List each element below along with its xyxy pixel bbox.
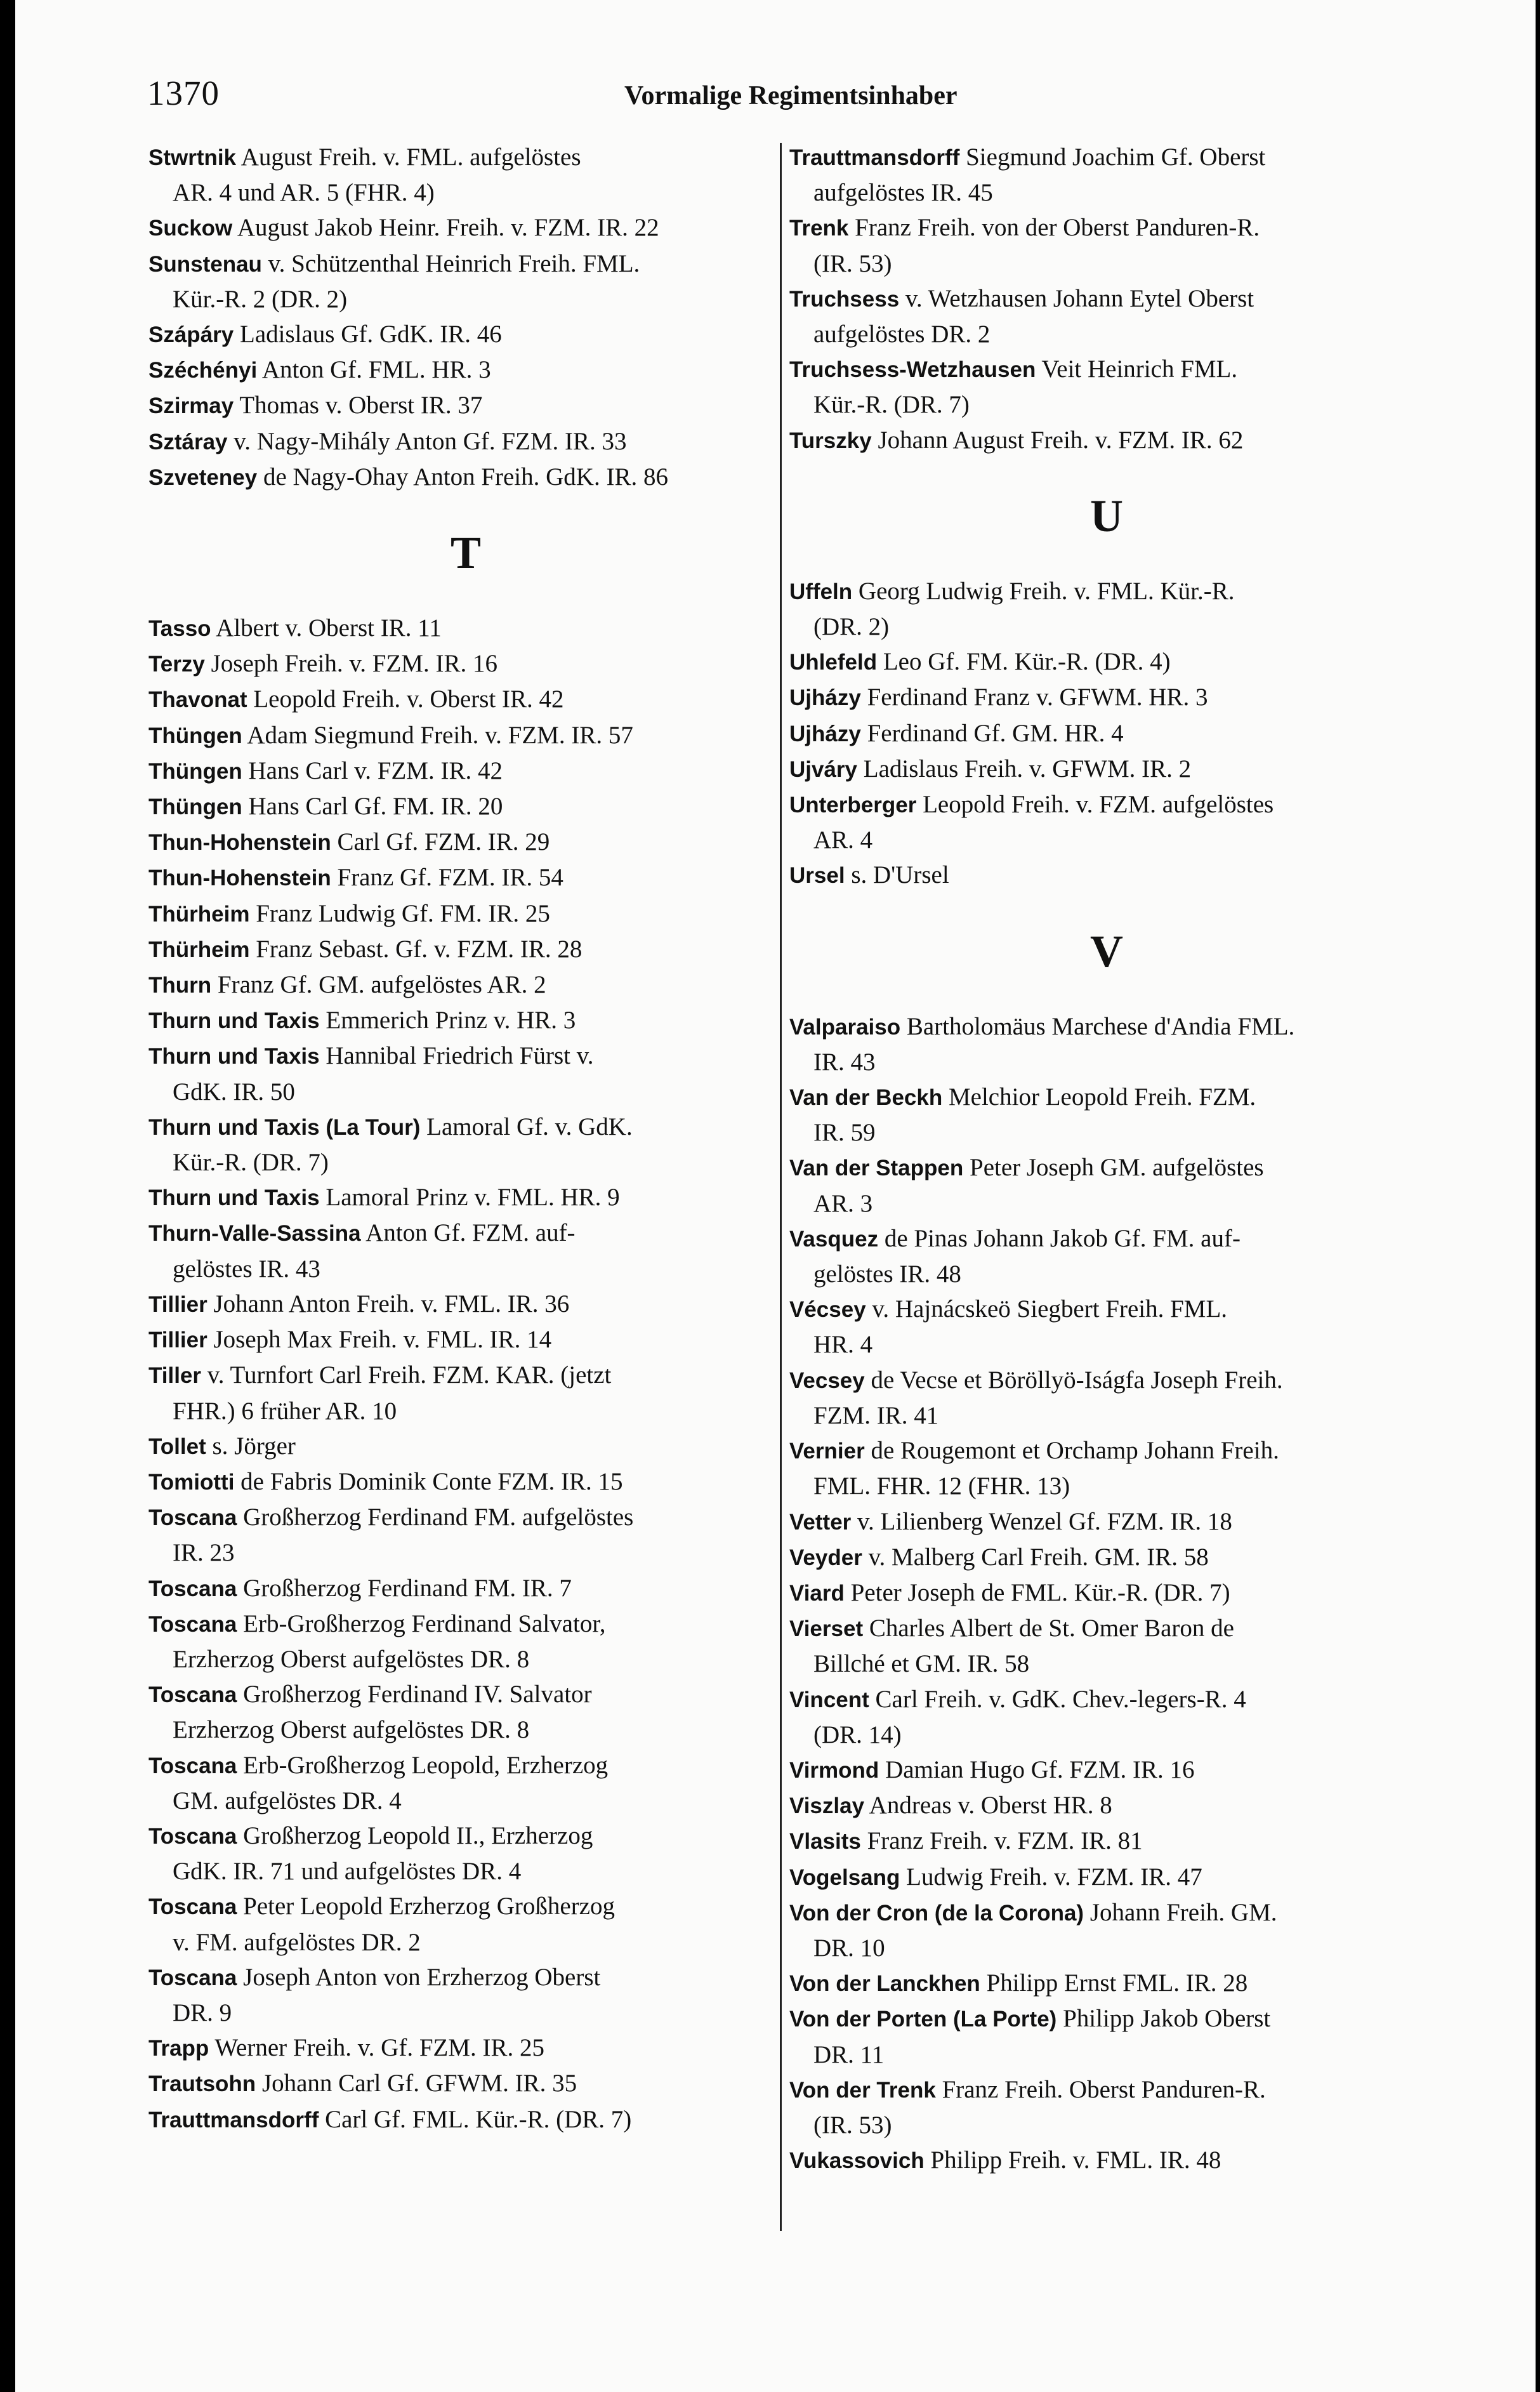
register-entry [148, 718, 783, 753]
entry-name: Vetter [789, 1509, 852, 1535]
entry-name: Tillier [148, 1292, 207, 1317]
entry-text: Franz Freih. Oberst Panduren-R. [942, 2075, 1266, 2103]
entry-text: Hannibal Friedrich Fürst v. [326, 1042, 594, 1070]
entry-continuation: gelöstes IR. 43 [173, 1255, 320, 1283]
register-entry [789, 680, 1424, 715]
entry-text: Franz Gf. GM. aufgelöstes AR. 2 [217, 971, 546, 999]
entry-text: Albert v. Oberst IR. 11 [216, 614, 442, 642]
entry-text: Anton Gf. FZM. auf- [365, 1219, 576, 1247]
register-entry [148, 210, 783, 246]
entry-name: Truchsess [789, 286, 900, 312]
register-entry [789, 140, 1424, 210]
register-entry [148, 140, 783, 210]
entry-continuation: aufgelöstes IR. 45 [813, 179, 993, 207]
entry-text: Großherzog Ferdinand FM. aufgelöstes [243, 1503, 634, 1531]
entry-name: Thurn-Valle-Sassina [148, 1221, 361, 1246]
entry-name: Trauttmansdorff [148, 2107, 319, 2132]
page-number: 1370 [147, 74, 220, 112]
register-entry [148, 1464, 783, 1500]
entry-name: Thurn und Taxis [148, 1186, 320, 1211]
register-entry [789, 1433, 1424, 1503]
register-entry [789, 1895, 1424, 1966]
register-entry [789, 1540, 1424, 1575]
entry-text: Hans Carl v. FZM. IR. 42 [248, 757, 503, 784]
entry-continuation: Kür.-R. (DR. 7) [813, 391, 970, 419]
entry-text: v. Malberg Carl Freih. GM. IR. 58 [868, 1543, 1209, 1571]
entry-text: Philipp Ernst FML. IR. 28 [986, 1969, 1248, 1997]
entry-name: Thun-Hohenstein [148, 866, 331, 891]
entry-continuation: HR. 4 [813, 1331, 873, 1359]
entry-text: Franz Sebast. Gf. v. FZM. IR. 28 [256, 935, 582, 963]
entry-name: Vécsey [789, 1297, 866, 1323]
register-entry [789, 2072, 1424, 2143]
register-entry [148, 1322, 783, 1358]
register-entry [148, 611, 783, 646]
entry-name: Stwrtnik [148, 145, 237, 170]
entry-text: Ludwig Freih. v. FZM. IR. 47 [906, 1863, 1202, 1891]
register-entry [789, 1292, 1424, 1362]
register-entry [789, 1150, 1424, 1220]
register-entry [148, 1748, 783, 1818]
section-letter-v: V [1090, 925, 1123, 977]
entry-text: Leo Gf. FM. Kür.-R. (DR. 4) [883, 648, 1171, 676]
register-entry [789, 1752, 1424, 1788]
entry-continuation: (DR. 2) [813, 613, 890, 641]
register-entry [148, 1109, 783, 1180]
entry-text: Melchior Leopold Freih. FZM. [948, 1083, 1256, 1111]
register-entry [789, 1009, 1424, 1080]
entry-name: Thürheim [148, 937, 250, 962]
entry-text: de Pinas Johann Jakob Gf. FM. auf- [884, 1224, 1241, 1252]
register-entry [148, 1818, 783, 1889]
entry-name: Széchényi [148, 358, 258, 383]
entry-name: Toscana [148, 1611, 237, 1637]
register-entry [148, 967, 783, 1003]
entry-name: Tomiotti [148, 1469, 235, 1495]
entries-u [789, 574, 1424, 894]
entry-name: Vernier [789, 1439, 865, 1464]
entry-text: Werner Freih. v. Gf. FZM. IR. 25 [214, 2034, 545, 2062]
entry-continuation: FZM. IR. 41 [813, 1401, 939, 1429]
entry-text: Joseph Freih. v. FZM. IR. 16 [211, 650, 497, 678]
entry-name: Trapp [148, 2036, 209, 2061]
register-entry [789, 1575, 1424, 1611]
entry-text: v. Nagy-Mihály Anton Gf. FZM. IR. 33 [234, 427, 627, 455]
register-entry [148, 1677, 783, 1747]
section-gap [789, 458, 1424, 493]
register-entry [148, 682, 783, 717]
entry-continuation: IR. 43 [813, 1048, 876, 1076]
entry-continuation: DR. 10 [813, 1934, 885, 1962]
register-entry [148, 2066, 783, 2101]
entry-name: Thavonat [148, 687, 247, 713]
entry-name: Veyder [789, 1545, 862, 1570]
register-entry [148, 753, 783, 789]
register-entry [789, 2143, 1424, 2178]
entry-text: Carl Gf. FML. Kür.-R. (DR. 7) [325, 2105, 632, 2133]
entry-name: Thurn [148, 973, 212, 998]
entry-name: Von der Porten (La Porte) [789, 2007, 1057, 2032]
entry-name: Tollet [148, 1434, 206, 1459]
entry-name: Uffeln [789, 579, 853, 604]
register-entry [148, 317, 783, 352]
entry-text: Leopold Freih. v. Oberst IR. 42 [253, 685, 564, 713]
entry-text: Johann August Freih. v. FZM. IR. 62 [878, 426, 1244, 454]
section-gap [789, 974, 1424, 1009]
entry-text: Johann Carl Gf. GFWM. IR. 35 [261, 2070, 577, 2098]
register-entry [148, 1180, 783, 1215]
entry-name: Viard [789, 1580, 845, 1606]
section-gap [148, 495, 783, 530]
register-entry [789, 1221, 1424, 1292]
entry-text: Andreas v. Oberst HR. 8 [869, 1792, 1112, 1820]
register-entry [148, 896, 783, 932]
entry-text: Franz Ludwig Gf. FM. IR. 25 [256, 899, 550, 927]
entry-name: Virmond [789, 1757, 879, 1783]
entry-text: Adam Siegmund Freih. v. FZM. IR. 57 [247, 721, 633, 749]
entry-continuation: (IR. 53) [813, 2111, 892, 2139]
entry-continuation: IR. 23 [173, 1539, 235, 1567]
entry-name: Ursel [789, 863, 845, 889]
entry-name: Terzy [148, 652, 205, 677]
register-entry [148, 646, 783, 682]
register-entry [148, 2102, 783, 2138]
register-entry [789, 1682, 1424, 1752]
entry-text: Großherzog Leopold II., Erzherzog [243, 1821, 593, 1849]
register-entry [148, 1429, 783, 1464]
entry-name: Szveteney [148, 465, 258, 490]
entry-continuation: v. FM. aufgelöstes DR. 2 [173, 1928, 421, 1956]
register-entry [148, 424, 783, 459]
entry-text: Franz Freih. von der Oberst Panduren-R. [855, 214, 1260, 242]
register-entry [148, 1215, 783, 1286]
entry-continuation: GdK. IR. 50 [173, 1078, 295, 1106]
entry-continuation: Erzherzog Oberst aufgelöstes DR. 8 [173, 1716, 530, 1744]
running-title: Vormalige Regimentsinhaber [624, 81, 958, 110]
entry-name: Vincent [789, 1687, 869, 1712]
entry-continuation: DR. 11 [813, 2040, 885, 2068]
entry-text: Ferdinand Franz v. GFWM. HR. 3 [867, 684, 1208, 711]
entry-text: Johann Freih. GM. [1089, 1898, 1277, 1926]
section-letter-u: U [1090, 490, 1123, 541]
entry-text: Philipp Freih. v. FML. IR. 48 [930, 2146, 1221, 2174]
entry-continuation: FHR.) 6 früher AR. 10 [173, 1397, 397, 1425]
entries-s [148, 140, 783, 495]
entry-name: Von der Cron (de la Corona) [789, 1900, 1084, 1926]
entry-name: Thüngen [148, 758, 242, 784]
register-entry [148, 824, 783, 860]
entry-name: Suckow [148, 216, 233, 241]
register-entry [148, 2030, 783, 2066]
register-entry [789, 574, 1424, 644]
entry-name: Vecsey [789, 1368, 865, 1393]
register-entry [789, 1080, 1424, 1150]
entry-text: Joseph Max Freih. v. FML. IR. 14 [213, 1326, 552, 1354]
entry-name: Trauttmansdorff [789, 145, 960, 170]
entry-name: Tiller [148, 1363, 202, 1389]
entry-text: Joseph Anton von Erzherzog Oberst [243, 1963, 601, 1991]
register-entry [789, 644, 1424, 680]
entry-text: Franz Gf. FZM. IR. 54 [337, 864, 563, 892]
entry-text: August Jakob Heinr. Freih. v. FZM. IR. 22 [237, 214, 659, 242]
entry-text: Erb-Großherzog Ferdinand Salvator, [243, 1609, 606, 1637]
entry-name: Thurn und Taxis (La Tour) [148, 1114, 421, 1140]
entry-continuation: GM. aufgelöstes DR. 4 [173, 1787, 402, 1814]
entry-text: Ladislaus Freih. v. GFWM. IR. 2 [863, 755, 1192, 783]
entry-name: Thurn und Taxis [148, 1044, 320, 1069]
entry-text: August Freih. v. FML. aufgelöstes [240, 143, 581, 171]
register-entry [148, 789, 783, 824]
entry-continuation: Billché et GM. IR. 58 [813, 1650, 1030, 1678]
register-entry [789, 423, 1424, 458]
register-entry [148, 1286, 783, 1322]
register-entry [789, 1788, 1424, 1823]
entry-name: Van der Stappen [789, 1156, 964, 1181]
register-entry [148, 352, 783, 388]
register-entry [789, 787, 1424, 857]
entry-name: Thüngen [148, 723, 242, 748]
entry-name: Thüngen [148, 795, 242, 820]
register-entry [148, 1571, 783, 1606]
entry-text: de Rougemont et Orchamp Johann Freih. [871, 1437, 1279, 1465]
entry-text: Franz Freih. v. FZM. IR. 81 [867, 1827, 1143, 1855]
left-column [148, 140, 783, 2138]
entry-name: Vasquez [789, 1226, 879, 1252]
entry-continuation: (DR. 14) [813, 1721, 902, 1748]
entry-name: Sztáray [148, 429, 228, 454]
entry-name: Valparaiso [789, 1014, 901, 1040]
register-entry [148, 1038, 783, 1109]
entry-name: Ujházy [789, 721, 861, 746]
register-entry [789, 857, 1424, 893]
entry-name: Truchsess-Wetzhausen [789, 357, 1036, 383]
entry-name: Toscana [148, 1682, 237, 1708]
entry-continuation: IR. 59 [813, 1119, 876, 1147]
entry-name: Toscana [148, 1894, 237, 1920]
entry-name: Ujházy [789, 685, 861, 711]
entry-text: Georg Ludwig Freih. v. FML. Kür.-R. [858, 577, 1235, 605]
entry-continuation: AR. 4 [813, 826, 873, 854]
register-entry [789, 1504, 1424, 1540]
register-entry [789, 352, 1424, 422]
entry-text: Philipp Jakob Oberst [1063, 2005, 1271, 2033]
entry-name: Turszky [789, 428, 872, 453]
entry-text: Großherzog Ferdinand IV. Salvator [243, 1681, 592, 1708]
entry-continuation: Kür.-R. (DR. 7) [173, 1149, 329, 1177]
register-entry [148, 1003, 783, 1038]
entry-name: Vlasits [789, 1829, 861, 1854]
register-entry [148, 1358, 783, 1428]
entry-name: Uhlefeld [789, 650, 878, 675]
entry-name: Vukassovich [789, 2148, 925, 2174]
entry-name: Tillier [148, 1328, 207, 1353]
register-entry [789, 1363, 1424, 1433]
register-entry [789, 716, 1424, 751]
entry-name: Toscana [148, 1965, 237, 1990]
entry-name: Thurn und Taxis [148, 1008, 320, 1034]
right-column [789, 140, 1424, 2178]
entry-name: Szirmay [148, 393, 234, 419]
entry-name: Thürheim [148, 901, 250, 927]
register-entry [789, 210, 1424, 281]
entry-text: Veit Heinrich FML. [1041, 355, 1238, 383]
entry-text: Großherzog Ferdinand FM. IR. 7 [243, 1574, 572, 1602]
entry-text: Leopold Freih. v. FZM. aufgelöstes [923, 791, 1274, 819]
entry-text: Peter Joseph de FML. Kür.-R. (DR. 7) [850, 1578, 1230, 1606]
page-header [15, 73, 1536, 124]
entry-continuation: Kür.-R. 2 (DR. 2) [173, 285, 348, 313]
section-gap [789, 539, 1424, 574]
entry-name: Unterberger [789, 793, 917, 818]
entries-t-right [789, 140, 1424, 458]
register-entry [789, 751, 1424, 787]
entry-text: s. Jörger [212, 1432, 296, 1460]
section-gap [148, 576, 783, 611]
register-entry [789, 2001, 1424, 2072]
entries-v [789, 1009, 1424, 2179]
entry-text: Emmerich Prinz v. HR. 3 [326, 1007, 576, 1034]
entry-text: Peter Joseph GM. aufgelöstes [970, 1154, 1264, 1182]
entry-text: Lamoral Gf. v. GdK. [426, 1113, 633, 1140]
register-entry [148, 860, 783, 895]
entry-text: v. Lilienberg Wenzel Gf. FZM. IR. 18 [857, 1507, 1232, 1535]
entry-continuation: gelöstes IR. 48 [813, 1260, 961, 1288]
register-entry [789, 1860, 1424, 1895]
entry-continuation: Erzherzog Oberst aufgelöstes DR. 8 [173, 1645, 530, 1673]
entry-continuation: DR. 9 [173, 1999, 232, 2026]
entry-text: Damian Hugo Gf. FZM. IR. 16 [885, 1755, 1195, 1783]
section-letter-t: T [450, 527, 482, 579]
entry-text: Carl Gf. FZM. IR. 29 [337, 828, 550, 856]
scanned-page [15, 0, 1536, 2392]
entry-text: Anton Gf. FML. HR. 3 [261, 356, 491, 384]
entry-text: v. Hajnácskeö Siegbert Freih. FML. [872, 1295, 1228, 1323]
entry-text: Hans Carl Gf. FM. IR. 20 [248, 793, 503, 821]
entry-text: s. D'Ursel [851, 861, 949, 889]
register-entry [148, 459, 783, 495]
entry-text: Siegmund Joachim Gf. Oberst [966, 143, 1266, 171]
register-entry [789, 1966, 1424, 2001]
entry-text: Ferdinand Gf. GM. HR. 4 [867, 719, 1124, 747]
entry-name: Thun-Hohenstein [148, 830, 331, 856]
entry-name: Toscana [148, 1823, 237, 1849]
register-entry [789, 1823, 1424, 1859]
entry-name: Trenk [789, 216, 849, 241]
register-entry [789, 281, 1424, 352]
section-gap [789, 894, 1424, 928]
entry-text: Carl Freih. v. GdK. Chev.-legers-R. 4 [875, 1685, 1246, 1713]
entry-text: v. Wetzhausen Johann Eytel Oberst [905, 284, 1254, 312]
entry-name: Van der Beckh [789, 1085, 943, 1111]
entry-name: Sunstenau [148, 251, 262, 277]
register-entry [148, 1960, 783, 2030]
entry-name: Toscana [148, 1505, 237, 1531]
entry-continuation: AR. 3 [813, 1189, 873, 1217]
entry-text: Charles Albert de St. Omer Baron de [869, 1615, 1234, 1642]
entry-text: de Nagy-Ohay Anton Freih. GdK. IR. 86 [263, 463, 668, 491]
entry-name: Ujváry [789, 757, 858, 782]
register-entry [789, 1611, 1424, 1681]
entry-text: Erb-Großherzog Leopold, Erzherzog [243, 1751, 609, 1779]
register-entry [148, 1500, 783, 1570]
entry-text: v. Schützenthal Heinrich Freih. FML. [268, 249, 640, 277]
entry-text: Thomas v. Oberst IR. 37 [239, 392, 483, 420]
register-entry [148, 1606, 783, 1677]
entry-continuation: GdK. IR. 71 und aufgelöstes DR. 4 [173, 1858, 522, 1886]
entry-text: Bartholomäus Marchese d'Andia FML. [906, 1012, 1295, 1040]
register-entry [148, 1889, 783, 1959]
entry-name: Toscana [148, 1753, 237, 1778]
register-entry [148, 388, 783, 423]
entry-text: v. Turnfort Carl Freih. FZM. KAR. (jetzt [207, 1361, 612, 1389]
entry-continuation: FML. FHR. 12 (FHR. 13) [813, 1472, 1070, 1500]
entry-text: de Vecse et Böröllyö-Iságfa Joseph Freih. [871, 1366, 1283, 1394]
entry-name: Von der Lanckhen [789, 1971, 980, 1997]
entry-text: Johann Anton Freih. v. FML. IR. 36 [213, 1290, 570, 1318]
entries-t-left [148, 611, 783, 2138]
entry-text: de Fabris Dominik Conte FZM. IR. 15 [240, 1467, 623, 1495]
register-entry [148, 246, 783, 317]
entry-continuation: AR. 4 und AR. 5 (FHR. 4) [173, 179, 435, 207]
entry-continuation: (IR. 53) [813, 249, 892, 277]
entry-continuation: aufgelöstes DR. 2 [813, 320, 990, 348]
entry-text: Ladislaus Gf. GdK. IR. 46 [240, 320, 502, 348]
entry-text: Lamoral Prinz v. FML. HR. 9 [326, 1184, 620, 1212]
entry-name: Szápáry [148, 322, 234, 348]
entry-name: Vierset [789, 1616, 864, 1642]
entry-name: Trautsohn [148, 2072, 256, 2097]
entry-name: Von der Trenk [789, 2077, 936, 2103]
entry-name: Tasso [148, 616, 211, 642]
entry-name: Viszlay [789, 1794, 865, 1819]
register-entry [148, 932, 783, 967]
entry-text: Peter Leopold Erzherzog Großherzog [243, 1893, 615, 1920]
entry-name: Toscana [148, 1576, 237, 1601]
entry-name: Vogelsang [789, 1865, 900, 1890]
